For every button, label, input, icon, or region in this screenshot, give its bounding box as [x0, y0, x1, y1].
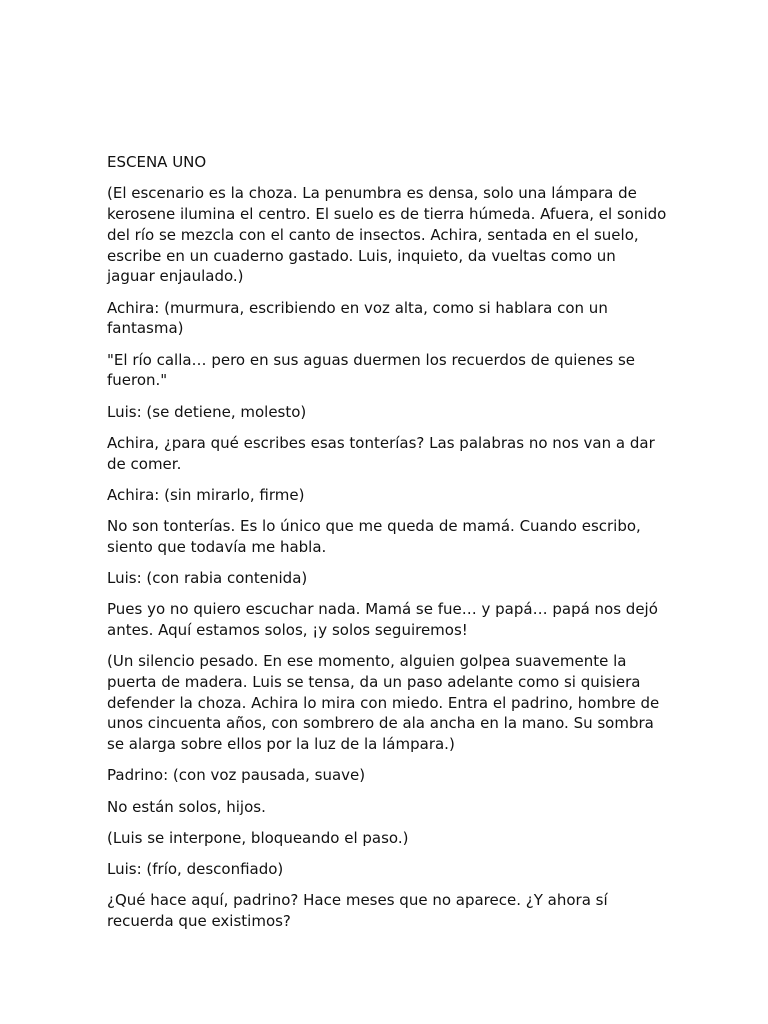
dialogue-line: No están solos, hijos.: [107, 797, 266, 816]
speaker-line: Achira: (murmura, escribiendo en voz alta, como si hablara con un fantasma): [107, 298, 608, 338]
speaker-line: Luis: (se detiene, molesto): [107, 402, 307, 421]
speaker-line: Luis: (frío, desconfiado): [107, 859, 284, 878]
dialogue-line: No son tonterías. Es lo único que me queda de mamá. Cuando escribo, siento que todavía me habla.: [107, 516, 641, 556]
dialogue-line: Pues yo no quiero escuchar nada. Mamá se fue… y papá… papá nos dejó antes. Aquí estamos solos, ¡y solos seguiremos!: [107, 600, 658, 639]
stage-direction: (Un silencio pesado. En ese momento, alguien golpea suavemente la puerta de madera. Luis se tensa, da un paso adelante como si quisiera defender la choza. Achira lo mira con miedo. Entra el padrino, hombre de unos cincuenta años, con sombrero de ala ancha en la mano. Su sombra se alarga sobre ellos por la luz de la lámpara.): [107, 652, 660, 754]
dialogue-line: ¿Qué hace aquí, padrino? Hace meses que no aparece. ¿Y ahora sí recuerda que existimos?: [107, 891, 608, 930]
scene-heading: ESCENA UNO: [107, 153, 207, 171]
stage-direction: (El escenario es la choza. La penumbra es densa, solo una lámpara de kerosene ilumina el centro. El suelo es de tierra húmeda. Afuera, el sonido del río se mezcla con el canto de insectos. Achira, sentada en el suelo, escribe en un cuaderno gastado. Luis, inquieto, da vueltas como un jaguar enjaulado.): [107, 184, 667, 286]
dialogue-line: Achira, ¿para qué escribes esas tonterías? Las palabras no nos van a dar de comer.: [107, 433, 655, 473]
dialogue-line: "El río calla… pero en sus aguas duermen los recuerdos de quienes se fueron.": [107, 350, 636, 390]
speaker-line: Luis: (con rabia contenida): [107, 568, 308, 587]
speaker-line: Achira: (sin mirarlo, firme): [107, 485, 305, 504]
document-page: [107, 152, 667, 942]
stage-direction: (Luis se interpone, bloqueando el paso.): [107, 828, 409, 847]
speaker-line: Padrino: (con voz pausada, suave): [107, 766, 366, 785]
